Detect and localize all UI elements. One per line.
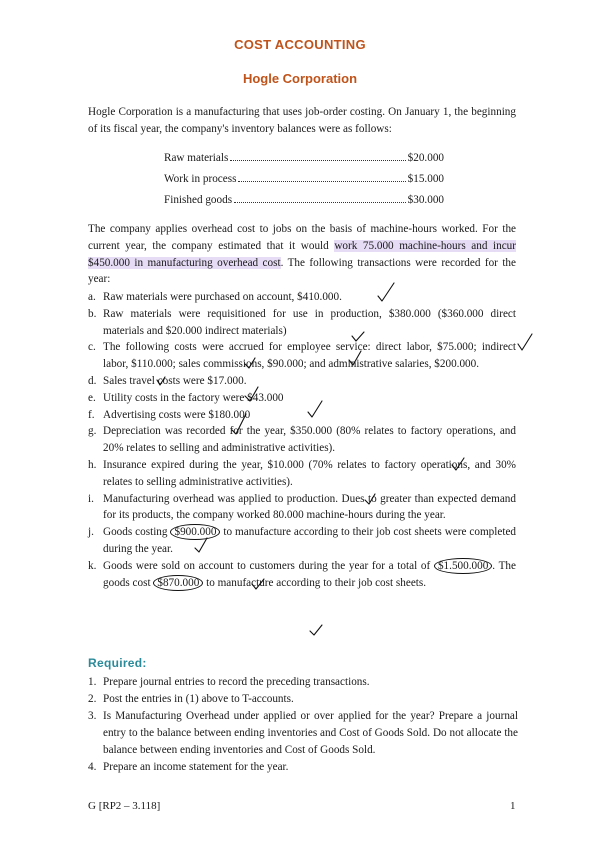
item-text: Utility costs in the factory were $43.000 xyxy=(103,391,284,404)
transaction-item xyxy=(88,373,516,390)
document-title: COST ACCOUNTING xyxy=(234,37,366,52)
item-text: Raw materials were purchased on account, $410.000. xyxy=(103,291,342,303)
item-label: k. xyxy=(88,559,97,572)
item-text: to manufacture according to their job cost sheets were completed during the year. xyxy=(103,526,517,555)
item-label: b. xyxy=(88,307,97,320)
highlighted-estimate: work 75.000 machine-hours and incur $450.000 in manufacturing overhead cost xyxy=(88,239,516,269)
transaction-item xyxy=(88,423,516,457)
item-text: Prepare journal entries to record the preceding transactions. xyxy=(103,676,370,688)
item-label: c. xyxy=(88,341,96,354)
transactions-list xyxy=(88,289,516,591)
item-label: g. xyxy=(88,425,97,438)
item-label: 4. xyxy=(88,760,97,773)
checkmark-icon xyxy=(310,625,322,635)
item-label: d. xyxy=(88,374,97,387)
inventory-value: $15.000 xyxy=(407,173,444,185)
overhead-text-before: The company applies overhead cost to jobs on the basis of machine-hours worked. For the current year, the company estimated that it would xyxy=(88,223,516,252)
circled-amount: $870.000 xyxy=(153,575,203,591)
transaction-item xyxy=(88,407,516,424)
transaction-item xyxy=(88,289,516,306)
item-text: Post the entries in (1) above to T-accounts. xyxy=(103,692,294,705)
document-subtitle: Hogle Corporation xyxy=(242,71,358,86)
item-label: f. xyxy=(88,408,95,421)
transaction-item xyxy=(88,390,516,407)
item-text: The following costs were accrued for employee service: direct labor, $75.000; indirect labor, $110.000; sales commissions, $90.000; and administrative salaries, $200.000. xyxy=(103,341,516,371)
inventory-label: Work in process xyxy=(164,173,237,185)
circled-amount: $900.000 xyxy=(170,524,220,540)
required-item xyxy=(88,674,518,691)
item-text: Prepare an income statement for the year. xyxy=(103,760,289,773)
overhead-text-after: . The following transactions were recorded for the year: xyxy=(88,256,516,286)
item-text: Sales travel costs were $17.000. xyxy=(103,374,247,387)
required-item xyxy=(88,708,518,759)
item-label: a. xyxy=(88,291,96,303)
transaction-item-j xyxy=(88,524,516,558)
item-text: Goods costing xyxy=(103,526,171,539)
page-number: 1 xyxy=(510,800,516,812)
required-heading: Required: xyxy=(88,656,147,670)
transaction-item xyxy=(88,339,516,373)
inventory-row xyxy=(164,194,444,215)
dot-leader xyxy=(230,160,405,161)
transaction-item xyxy=(88,306,516,340)
dot-leader xyxy=(238,181,405,182)
item-label: 2. xyxy=(88,692,97,705)
item-text: Raw materials were requisitioned for use in production, $380.000 ($360.000 direct materials and $20.000 indirect materials) xyxy=(103,307,516,337)
inventory-label: Finished goods xyxy=(164,194,233,206)
inventory-row xyxy=(164,173,444,194)
inventory-list xyxy=(164,152,444,215)
footer-code: G [RP2 – 3.118] xyxy=(88,800,161,812)
item-label: e. xyxy=(88,391,96,404)
item-label: 1. xyxy=(88,676,97,688)
item-text: Is Manufacturing Overhead under applied or over applied for the year? Prepare a journal entry to the balance between ending inventories and Cost of Goods Sold. Do not allocate the balance between ending inventories and Cost of Goods Sold. xyxy=(103,709,518,756)
transaction-item xyxy=(88,491,516,525)
intro-paragraph: Hogle Corporation is a manufacturing that uses job-order costing. On January 1, the beginning of its fiscal year, the company's inventory balances were as follows: xyxy=(88,106,516,135)
item-text: Insurance expired during the year, $10.000 (70% relates to factory operations, and 30% relates to selling administrative activities). xyxy=(103,458,516,488)
item-text: Advertising costs were $180.000 xyxy=(103,408,251,421)
item-text: Manufacturing overhead was applied to production. Dues to greater than expected demand for its products, the company worked 80.000 machine-hours during the year. xyxy=(103,492,516,522)
inventory-row xyxy=(164,152,444,173)
required-list xyxy=(88,674,518,775)
item-label: i. xyxy=(88,492,94,505)
overhead-paragraph xyxy=(88,221,516,288)
item-text: . The goods cost xyxy=(103,559,516,589)
checkmark-icon xyxy=(518,334,532,350)
inventory-value: $30.000 xyxy=(407,194,444,206)
transaction-item-k xyxy=(88,558,516,592)
circled-amount: $1.500.000 xyxy=(434,558,492,574)
required-item xyxy=(88,691,518,708)
inventory-label: Raw materials xyxy=(164,152,229,164)
item-label: j. xyxy=(88,526,94,539)
required-item xyxy=(88,759,518,776)
transaction-item xyxy=(88,457,516,491)
dot-leader xyxy=(234,202,406,203)
item-label: h. xyxy=(88,458,97,471)
item-text: to manufacture according to their job cost sheets. xyxy=(203,576,427,589)
item-text: Depreciation was recorded for the year, $350.000 (80% relates to factory operations, and 20% relates to selling and administrative activities). xyxy=(103,425,516,455)
inventory-value: $20.000 xyxy=(407,152,444,164)
item-text: Goods were sold on account to customers during the year for a total of xyxy=(103,559,434,572)
item-label: 3. xyxy=(88,709,97,722)
